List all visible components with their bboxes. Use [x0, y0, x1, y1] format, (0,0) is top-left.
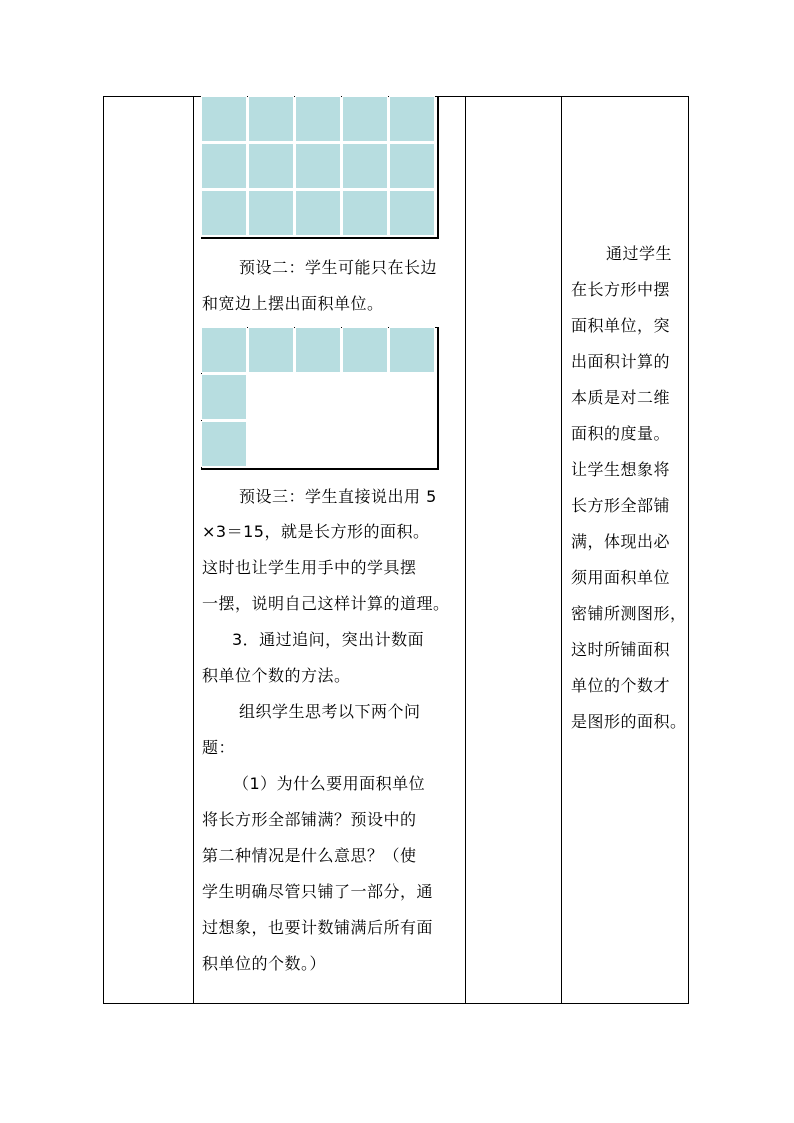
area-unit-square: [248, 143, 294, 189]
full-tiling-diagram: [201, 96, 439, 241]
area-unit-square: [342, 143, 388, 189]
text-line: 预设二：学生可能只在长边: [239, 258, 438, 277]
edge-tiling-diagram: [201, 327, 439, 470]
note-line: 通过学生: [606, 244, 673, 263]
area-unit-square: [248, 327, 294, 373]
note-line: 面积的度量。: [571, 424, 671, 443]
area-unit-square: [295, 96, 341, 142]
note-line: 满，体现出必: [571, 532, 671, 551]
area-unit-square: [342, 327, 388, 373]
note-line: 在长方形中摆: [571, 280, 671, 299]
text-line: 积单位个数的方法。: [202, 666, 351, 685]
column-divider-2: [465, 97, 466, 1003]
note-line: 长方形全部铺: [571, 496, 671, 515]
text-line: 题：: [202, 738, 236, 757]
note-line: 面积单位，突: [571, 316, 671, 335]
text-line: 过想象，也要计数铺满后所有面: [202, 918, 434, 937]
area-unit-square: [389, 327, 435, 373]
text-line: 组织学生思考以下两个问: [239, 702, 421, 721]
text-line: ×3＝15，就是长方形的面积。: [202, 522, 430, 541]
area-unit-square: [248, 190, 294, 236]
area-unit-square: [201, 327, 247, 373]
area-unit-square: [201, 374, 247, 420]
area-unit-square: [342, 96, 388, 142]
column-divider-3: [561, 97, 562, 1003]
area-unit-square: [201, 143, 247, 189]
text-line: 3．通过追问，突出计数面: [232, 630, 425, 649]
text-line: 学生明确尽管只铺了一部分，通: [202, 882, 434, 901]
note-line: 须用面积单位: [571, 568, 671, 587]
area-unit-square: [389, 143, 435, 189]
area-unit-square: [342, 190, 388, 236]
area-unit-square: [201, 190, 247, 236]
area-unit-square: [295, 143, 341, 189]
text-line: 将长方形全部铺满？预设中的: [202, 810, 417, 829]
note-line: 本质是对二维: [571, 388, 671, 407]
note-line: 是图形的面积。: [571, 712, 687, 731]
note-line: 让学生想象将: [571, 460, 671, 479]
text-line: 和宽边上摆出面积单位。: [202, 294, 384, 313]
note-line: 这时所铺面积: [571, 640, 671, 659]
text-line: 预设三：学生直接说出用 5: [239, 487, 437, 506]
text-line: （1）为什么要用面积单位: [233, 774, 426, 793]
area-unit-square: [295, 327, 341, 373]
area-unit-square: [389, 96, 435, 142]
area-unit-square: [201, 96, 247, 142]
area-unit-square: [295, 190, 341, 236]
text-line: 一摆，说明自己这样计算的道理。: [202, 594, 450, 613]
text-line: 积单位的个数。）: [202, 954, 327, 973]
note-line: 出面积计算的: [571, 352, 671, 371]
area-unit-square: [389, 190, 435, 236]
area-unit-square: [248, 96, 294, 142]
column-divider-1: [193, 97, 194, 1003]
area-unit-square: [201, 421, 247, 467]
note-line: 密铺所测图形，: [571, 604, 687, 623]
text-line: 第二种情况是什么意思？（使: [202, 846, 417, 865]
text-line: 这时也让学生用手中的学具摆: [202, 558, 417, 577]
note-line: 单位的个数才: [571, 676, 671, 695]
